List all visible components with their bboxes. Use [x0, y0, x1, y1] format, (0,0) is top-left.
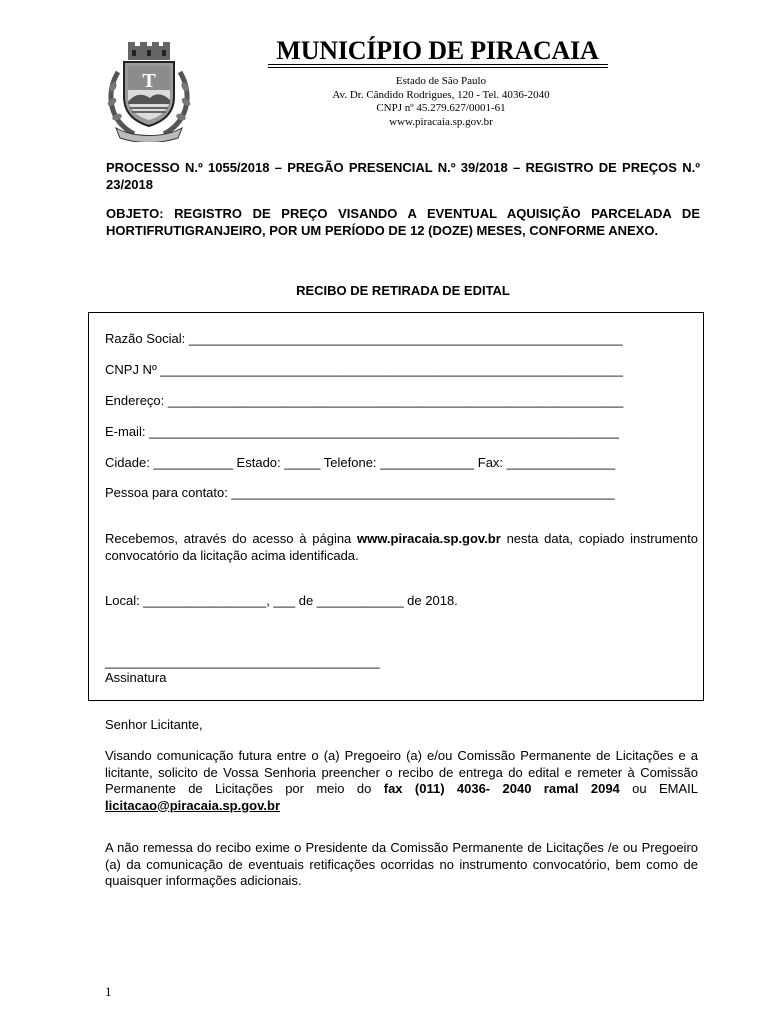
crest-letter: T — [142, 70, 156, 92]
submission-notice — [105, 748, 698, 814]
contact-person-field[interactable]: Pessoa para contato: _____________________________________________________ — [105, 485, 615, 500]
email-link[interactable]: licitacao@piracaia.sp.gov.br — [105, 797, 280, 813]
receipt-title: RECIBO DE RETIRADA DE EDITAL — [296, 283, 510, 298]
municipal-crest-logo — [104, 42, 194, 142]
receipt-statement-text: Recebemos, através do acesso à página — [105, 531, 358, 546]
email-field[interactable]: E-mail: _________________________________________________________________ — [105, 424, 620, 439]
endereco-field[interactable]: Endereço: _______________________________________________________________ — [105, 393, 624, 408]
process-heading: PROCESSO N.º 1055/2018 – PREGÃO PRESENCIAL N.º 39/2018 – REGISTRO DE PREÇOS N.º 23/2018 — [106, 160, 700, 192]
header-state: Estado de São Paulo — [395, 75, 487, 87]
notice-text: Visando comunicação futura entre o (a) Pregoeiro (a) e/ou Comissão Permanente de Licitações e a licitante, solicito de Vossa Senhoria preencher o recibo de entrega do edital e remeter à Comissão Permanente de Licitações por meio do — [105, 748, 698, 796]
fax-number: fax (011) 4036- 2040 ramal 2094 — [383, 781, 620, 796]
municipality-title: MUNICÍPIO DE PIRACAIA — [276, 36, 599, 65]
local-date-field[interactable]: Local: _________________, ___ de ____________ de 2018. — [105, 593, 458, 608]
notice-text: ou EMAIL — [619, 781, 698, 796]
receipt-website: www.piracaia.sp.gov.br — [357, 531, 501, 546]
salutation: Senhor Licitante, — [105, 717, 203, 732]
signature-line[interactable]: ______________________________________ — [105, 654, 380, 669]
page-number: 1 — [105, 984, 112, 999]
cnpj-field[interactable]: CNPJ Nº ________________________________________________________________ — [105, 362, 624, 377]
disclaimer: A não remessa do recibo exime o Presidente da Comissão Permanente de Licitações /e ou Pregoeiro (a) da comunicação de eventuais retificações ocorridas no instrumento convocatório, bem como de quaisquer informações adicionais. — [105, 840, 698, 888]
razao-social-field[interactable]: Razão Social: ____________________________________________________________ — [105, 331, 623, 346]
header-contact-info — [310, 75, 572, 129]
cidade-estado-telefone-fax-field[interactable]: Cidade: ___________ Estado: _____ Telefone: _____________ Fax: _______________ — [105, 455, 616, 470]
header-cnpj: CNPJ nº 45.279.627/0001-61 — [376, 102, 506, 114]
signature-label: Assinatura — [105, 670, 167, 685]
header-divider — [268, 64, 608, 65]
receipt-statement — [105, 531, 698, 564]
header-address: Av. Dr. Cândido Rodrigues, 120 - Tel. 4036-2040 — [332, 88, 550, 101]
receipt-statement-text: nesta data, copiado instrumento convocatório da licitação acima identificada. — [105, 531, 698, 563]
header-website: www.piracaia.sp.gov.br — [389, 115, 493, 128]
header-divider — [268, 67, 608, 68]
object-heading: OBJETO: REGISTRO DE PREÇO VISANDO A EVENTUAL AQUISIÇÃO PARCELADA DE HORTIFRUTIGRANJEIRO, POR UM PERÍODO DE 12 (DOZE) MESES, CONFORME ANEXO. — [106, 206, 700, 238]
